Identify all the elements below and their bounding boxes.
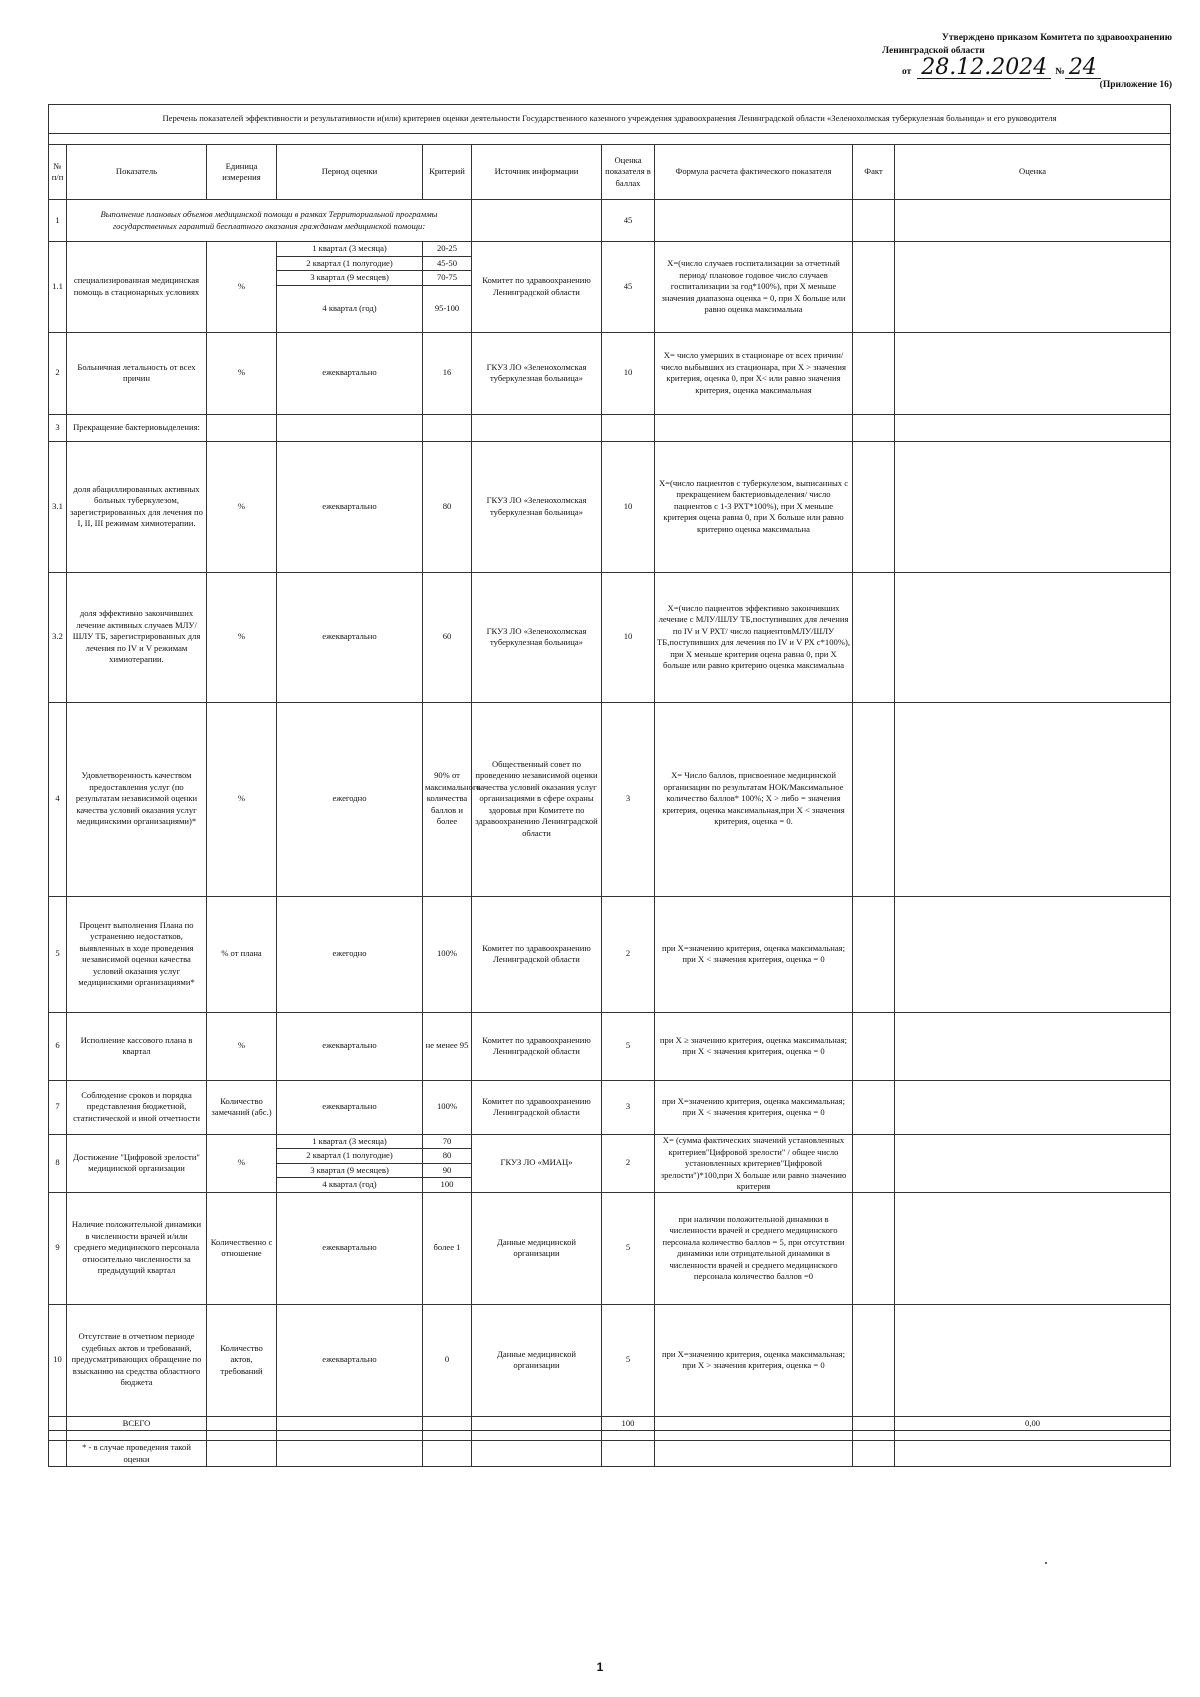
row-points <box>602 414 655 441</box>
header-indicator: Показатель <box>67 145 207 200</box>
approval-date: 28.12.2024 <box>917 58 1051 79</box>
row-score <box>895 702 1171 896</box>
row-points: 3 <box>602 702 655 896</box>
table-row <box>49 414 1171 441</box>
row-period: ежеквартально <box>277 1080 423 1134</box>
row-indicator: Больничная летальность от всех причин <box>67 332 207 414</box>
row-criterion: 100% <box>423 1080 472 1134</box>
row-criterion: 60 <box>423 572 472 702</box>
approval-line: Утверждено приказом Комитета по здравоохранению <box>941 33 1172 43</box>
row-fact <box>853 702 895 896</box>
row-points: 3 <box>602 1080 655 1134</box>
row-criterion: 70 <box>423 1134 472 1149</box>
row-criterion: 80 <box>423 441 472 572</box>
total-unit <box>207 1416 277 1431</box>
row-source: ГКУЗ ЛО «Зеленохолмская туберкулезная больница» <box>472 441 602 572</box>
table-row <box>49 572 1171 702</box>
row-fact <box>853 572 895 702</box>
row-fact <box>853 441 895 572</box>
header-num: № п/п <box>49 145 67 200</box>
row-criterion: 100 <box>423 1178 472 1193</box>
row-unit: % <box>207 1134 277 1192</box>
row-num: 1 <box>49 200 67 242</box>
row-num: 3.2 <box>49 572 67 702</box>
row-score <box>895 242 1171 333</box>
row-fact <box>853 1304 895 1416</box>
row-fact <box>853 242 895 333</box>
row-score <box>895 1080 1171 1134</box>
row-score <box>895 1304 1171 1416</box>
row-indicator: Удовлетворенность качеством предоставления услуг (по результатам независимой оценки качества условий оказания услуг медицинскими организациями)* <box>67 702 207 896</box>
table-row <box>49 242 1171 257</box>
total-criterion <box>423 1416 472 1431</box>
row-criterion: 20-25 <box>423 242 472 257</box>
row-score <box>895 1192 1171 1304</box>
approval-stamp <box>882 32 1172 92</box>
total-num <box>49 1416 67 1431</box>
row-period: ежеквартально <box>277 572 423 702</box>
header-criterion: Критерий <box>423 145 472 200</box>
row-num: 5 <box>49 896 67 1012</box>
indicators-table <box>48 104 1171 1467</box>
header-row <box>49 145 1171 200</box>
row-indicator: Прекращение бактериовыделения: <box>67 414 207 441</box>
row-score <box>895 896 1171 1012</box>
row-fact <box>853 1080 895 1134</box>
row-formula: при наличии положительной динамики в численности врачей и среднего медицинского персонала количество баллов = 5, при отсутствии динамики или отрицательной динамики в численности врачей и среднего медицинского персонала количество баллов =0 <box>655 1192 853 1304</box>
row-criterion <box>423 414 472 441</box>
row-criterion: 70-75 <box>423 271 472 286</box>
row-criterion: 100% <box>423 896 472 1012</box>
row-points: 10 <box>602 441 655 572</box>
row-criterion: 90 <box>423 1163 472 1178</box>
row-source: Общественный совет по проведению независимой оценки качества условий оказания услуг организациями в сфере охраны здоровья при Комитете по здравоохранению Ленинградской области <box>472 702 602 896</box>
row-points: 45 <box>602 200 655 242</box>
approval-number-sign: № <box>1055 67 1065 77</box>
table-row <box>49 441 1171 572</box>
row-source: Комитет по здравоохранению Ленинградской области <box>472 1080 602 1134</box>
row-points: 10 <box>602 572 655 702</box>
row-score <box>895 1012 1171 1080</box>
row-period: 3 квартал (9 месяцев) <box>277 1163 423 1178</box>
row-score <box>895 332 1171 414</box>
row-indicator: доля эффективно закончивших лечение активных случаев МЛУ/ШЛУ ТБ, зарегистрированных для лечения по IV и V режимам химиотерапии. <box>67 572 207 702</box>
row-points: 45 <box>602 242 655 333</box>
row-criterion: не менее 95 <box>423 1012 472 1080</box>
footnote-row <box>49 1441 1171 1467</box>
total-period <box>277 1416 423 1431</box>
row-criterion: 45-50 <box>423 256 472 271</box>
row-num: 9 <box>49 1192 67 1304</box>
row-num: 10 <box>49 1304 67 1416</box>
row-source: Комитет по здравоохранению Ленинградской области <box>472 896 602 1012</box>
row-num: 8 <box>49 1134 67 1192</box>
row-source <box>472 200 602 242</box>
row-unit: % <box>207 1012 277 1080</box>
row-score <box>895 1134 1171 1192</box>
approval-date-number <box>882 55 1172 80</box>
row-period: ежеквартально <box>277 1304 423 1416</box>
row-fact <box>853 1192 895 1304</box>
row-formula: Х= число умерших в стационаре от всех причин/число выбывших из стационара, при Х > значения критерия, оценка 0, при Х< или равно значения критерия, оценка максимальная <box>655 332 853 414</box>
row-indicator: Соблюдение сроков и порядка представления бюджетной, статистической и иной отчетности <box>67 1080 207 1134</box>
row-fact <box>853 332 895 414</box>
total-fact <box>853 1416 895 1431</box>
row-indicator: Достижение "Цифровой зрелости" медицинской организации <box>67 1134 207 1192</box>
row-period: 2 квартал (1 полугодие) <box>277 256 423 271</box>
row-formula: Х=(число пациентов эффективно закончивших лечение с МЛУ/ШЛУ ТБ,поступивших для лечения по IV и V РХТ/ число пациентовМЛУ/ШЛУ ТБ,поступивших для лечения по IV и V РХ с*100%), при Х меньше критерия оцена равна 0, при Х больше или равно критерию оценка максимальна <box>655 572 853 702</box>
header-score: Оценка <box>895 145 1171 200</box>
table-row <box>49 200 1171 242</box>
row-fact <box>853 200 895 242</box>
row-source: Данные медицинской организации <box>472 1192 602 1304</box>
row-num: 7 <box>49 1080 67 1134</box>
approval-region: Ленинградской области <box>882 46 985 56</box>
row-num: 2 <box>49 332 67 414</box>
row-period <box>277 414 423 441</box>
total-score: 0,00 <box>895 1416 1171 1431</box>
row-fact <box>853 1134 895 1192</box>
annex-label: (Приложение 16) <box>1099 80 1172 90</box>
header-fact: Факт <box>853 145 895 200</box>
row-score <box>895 441 1171 572</box>
row-formula <box>655 1134 853 1192</box>
row-unit: % <box>207 702 277 896</box>
row-formula: Х=(число случаев госпитализации за отчетный период/ плановое годовое число случаев госпитализации за год*100%), при Х меньше значения диапазона оценка = 0, при Х больше или равно оценка максимальна <box>655 242 853 333</box>
row-indicator: доля абациллированных активных больных туберкулезом, зарегистрированных для лечения по I, II, III режимам химиотерапии. <box>67 441 207 572</box>
row-points: 2 <box>602 1134 655 1192</box>
row-period: 2 квартал (1 полугодие) <box>277 1149 423 1164</box>
row-indicator: специализированная медицинская помощь в стационарных условиях <box>67 242 207 333</box>
row-source: ГКУЗ ЛО «Зеленохолмская туберкулезная больница» <box>472 572 602 702</box>
row-period: ежеквартально <box>277 441 423 572</box>
row-formula: Х= Число баллов, присвоенное медицинской организации по результатам НОК/Максимальное количество баллов* 100%; Х > либо = значения критерия, оценка максимальная,при Х < значения критерия, оценка = 0. <box>655 702 853 896</box>
row-points: 5 <box>602 1192 655 1304</box>
table-title: Перечень показателей эффективности и результативности и(или) критериев оценки деятельности Государственного казенного учреждения здравоохранения Ленинградской области «Зеленохолмская туберкулезная больница» и его руководителя <box>49 105 1171 134</box>
approval-from: от <box>902 67 912 77</box>
row-criterion: 90% от максимального количества баллов и более <box>423 702 472 896</box>
row-score <box>895 414 1171 441</box>
row-period: ежеквартально <box>277 1192 423 1304</box>
row-unit: % <box>207 441 277 572</box>
header-formula: Формула расчета фактического показателя <box>655 145 853 200</box>
row-formula <box>655 414 853 441</box>
row-points: 10 <box>602 332 655 414</box>
table-row <box>49 896 1171 1012</box>
total-points: 100 <box>602 1416 655 1431</box>
row-num: 4 <box>49 702 67 896</box>
row-formula <box>655 200 853 242</box>
row-unit: Количество актов, требований <box>207 1304 277 1416</box>
row-num: 6 <box>49 1012 67 1080</box>
row-unit: % <box>207 332 277 414</box>
row-criterion: 16 <box>423 332 472 414</box>
total-label: ВСЕГО <box>67 1416 207 1431</box>
row-unit <box>207 414 277 441</box>
row-period: 3 квартал (9 месяцев) <box>277 271 423 286</box>
header-period: Период оценки <box>277 145 423 200</box>
row-unit: % <box>207 242 277 333</box>
row-criterion: 80 <box>423 1149 472 1164</box>
row-formula: при Х=значению критерия, оценка максимальная; при Х < значения критерия, оценка = 0 <box>655 896 853 1012</box>
row-criterion: 0 <box>423 1304 472 1416</box>
total-row <box>49 1416 1171 1431</box>
row-indicator: Исполнение кассового плана в квартал <box>67 1012 207 1080</box>
row-period: ежеквартально <box>277 1012 423 1080</box>
row-fact <box>853 414 895 441</box>
row-score <box>895 572 1171 702</box>
row-indicator: Выполнение плановых объемов медицинской помощи в рамках Территориальной программы государственных гарантий бесплатного оказания гражданам медицинской помощи: <box>67 200 472 242</box>
row-points: 5 <box>602 1012 655 1080</box>
row-num: 1.1 <box>49 242 67 333</box>
footnote: * - в случае проведения такой оценки <box>67 1441 207 1467</box>
row-unit: Количественно с отношение <box>207 1192 277 1304</box>
row-formula: при Х=значению критерия, оценка максимальная; при Х > значения критерия, оценка = 0 <box>655 1304 853 1416</box>
row-criterion: более 1 <box>423 1192 472 1304</box>
row-period: ежеквартально <box>277 332 423 414</box>
row-period: ежегодно <box>277 896 423 1012</box>
row-source: Комитет по здравоохранению Ленинградской области <box>472 1012 602 1080</box>
table-row <box>49 702 1171 896</box>
table-row <box>49 332 1171 414</box>
row-period: 4 квартал (год) <box>277 1178 423 1193</box>
row-indicator: Наличие положительной динамики в численности врачей и/или среднего медицинского персонала относительно численности за предыдущий квартал <box>67 1192 207 1304</box>
header-source: Источник информации <box>472 145 602 200</box>
table-row <box>49 1134 1171 1149</box>
header-points: Оценка показателя в баллах <box>602 145 655 200</box>
page-number: 1 <box>596 1660 604 1674</box>
formula-text: Х= (сумма фактических значений установленных критериев"Цифровой зрелости" / общее число установленных критериев"Цифровой зрелости")*100,при Х больше или равно значению критерия <box>660 1135 847 1191</box>
blank-row <box>49 1431 1171 1441</box>
row-unit: % от плана <box>207 896 277 1012</box>
row-criterion: 95-100 <box>423 285 472 332</box>
row-score <box>895 200 1171 242</box>
title-spacer <box>49 134 1171 145</box>
total-source <box>472 1416 602 1431</box>
table-row <box>49 1080 1171 1134</box>
row-indicator: Процент выполнения Плана по устранению недостатков, выявленных в ходе проведения независимой оценки качества условий оказания услуг медицинскими организациями* <box>67 896 207 1012</box>
row-formula: Х=(число пациентов с туберкулезом, выписанных с прекращением бактериовыделения/ число пациентов с 1-3 РХТ*100%), при Х меньше критерия оцена равна 0, при Х больше или равно критерию оценка максимальна <box>655 441 853 572</box>
approval-number: 24 <box>1065 58 1101 79</box>
row-points: 5 <box>602 1304 655 1416</box>
row-unit: % <box>207 572 277 702</box>
row-fact <box>853 896 895 1012</box>
row-formula: при Х=значению критерия, оценка максимальная; при Х < значения критерия, оценка = 0 <box>655 1080 853 1134</box>
table-row <box>49 1192 1171 1304</box>
header-unit: Единица измерения <box>207 145 277 200</box>
row-source: ГКУЗ ЛО «Зеленохолмская туберкулезная больница» <box>472 332 602 414</box>
row-period: 1 квартал (3 месяца) <box>277 242 423 257</box>
table-row <box>49 1012 1171 1080</box>
row-period: 4 квартал (год) <box>277 285 423 332</box>
row-num: 3.1 <box>49 441 67 572</box>
row-points: 2 <box>602 896 655 1012</box>
row-period: ежегодно <box>277 702 423 896</box>
row-indicator: Отсутствие в отчетном периоде судебных актов и требований, предусматривающих обращение по взысканию на средства областного бюджета <box>67 1304 207 1416</box>
row-source: Комитет по здравоохранению Ленинградской области <box>472 242 602 333</box>
row-formula: при Х ≥ значению критерия, оценка максимальная; при Х < значения критерия, оценка = 0 <box>655 1012 853 1080</box>
scan-speck <box>1045 1562 1047 1564</box>
total-formula <box>655 1416 853 1431</box>
row-source: Данные медицинской организации <box>472 1304 602 1416</box>
row-period: 1 квартал (3 месяца) <box>277 1134 423 1149</box>
row-fact <box>853 1012 895 1080</box>
row-source <box>472 414 602 441</box>
table-row <box>49 1304 1171 1416</box>
row-source: ГКУЗ ЛО «МИАЦ» <box>472 1134 602 1192</box>
row-unit: Количество замечаний (абс.) <box>207 1080 277 1134</box>
row-num: 3 <box>49 414 67 441</box>
